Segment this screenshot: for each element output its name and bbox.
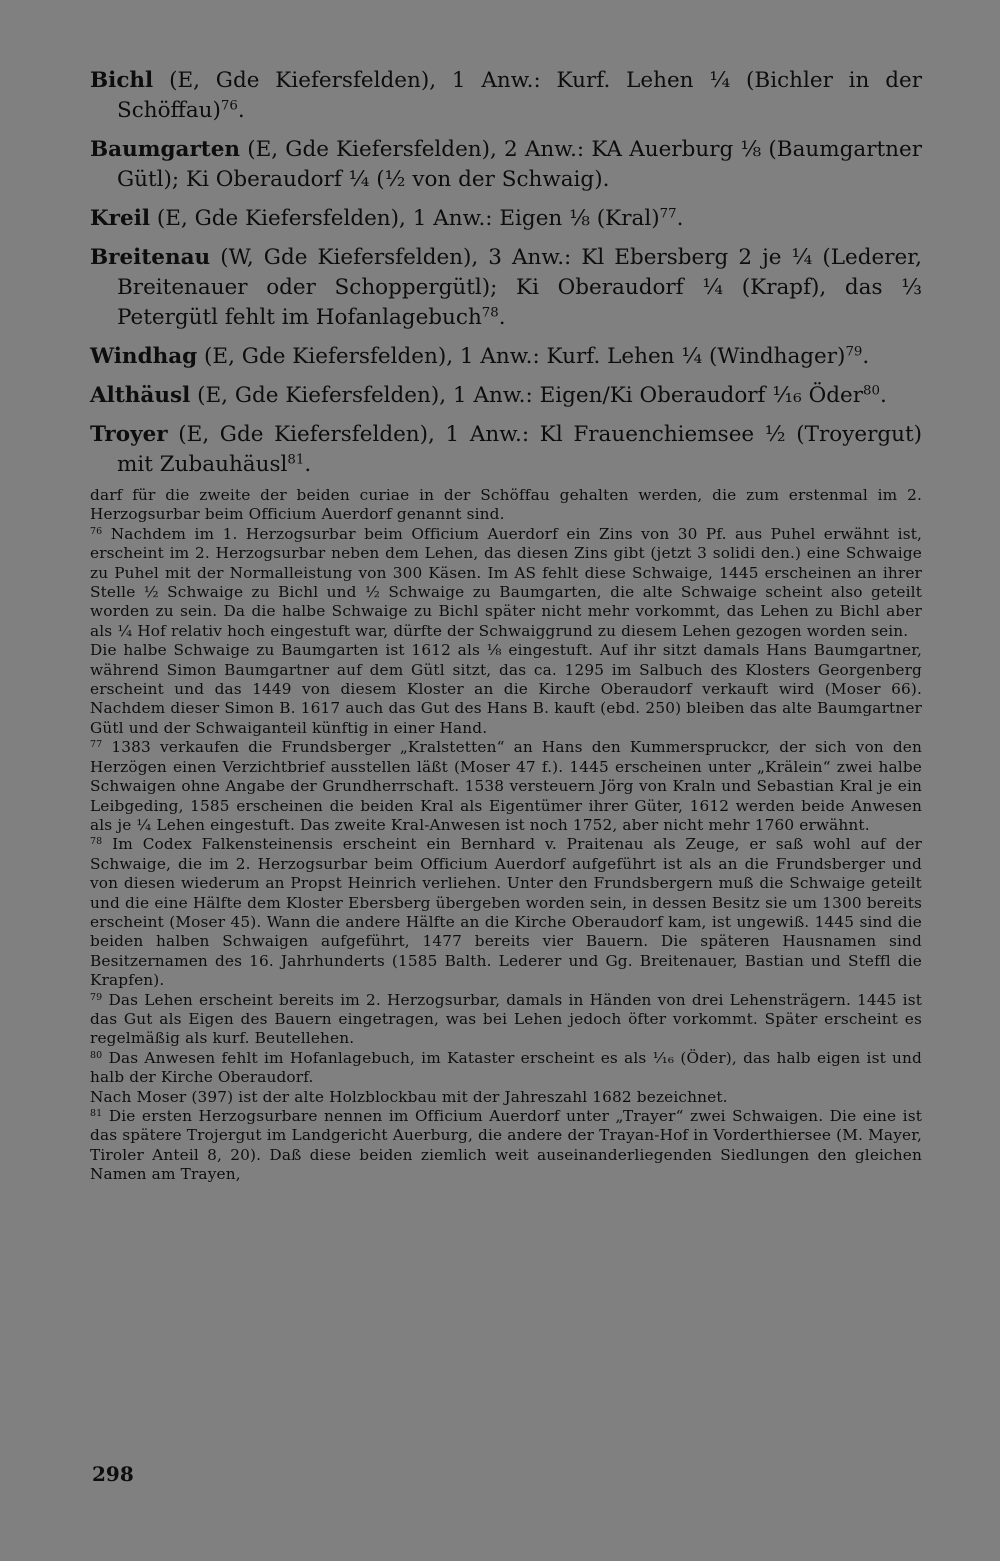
- entry-baumgarten: Baumgarten (E, Gde Kiefersfelden), 2 Anw.: KA Auerburg ⅛ (Baumgartner Gütl); Ki Oberaudorf ¼ (½ von der Schwaig).: [90, 137, 922, 192]
- entry-althaeusl: Althäusl (E, Gde Kiefersfelden), 1 Anw.: Eigen/Ki Oberaudorf ¹⁄₁₆ Öder$^{80}$.: [90, 383, 887, 408]
- footnote-77: $^{77}$ 1383 verkaufen die Frundsberger „Kralstetten“ an Hans den Kummerspruckcr, der sich von den Herzögen einen Verzichtbrief ausstellen läßt (Moser 47 f.). 1445 erscheinen unter „Krälein“ zwei halbe Schwaigen ohne Angabe der Grundherrschaft. 1538 versteuern Jörg von Kraln und Sebastian Kral je ein Leibgeding, 1585 erscheinen die beiden Kral als Eigentümer ihrer Güter, 1612 werden beide Anwesen als je ¼ Lehen eingestuft. Das zweite Kral-Anwesen ist noch 1752, aber nicht mehr 1760 erwähnt.: [90, 738, 922, 834]
- footnote-ref: 77: [659, 206, 677, 222]
- footnote-ref: 79: [845, 344, 863, 360]
- entry-troyer: Troyer (E, Gde Kiefersfelden), 1 Anw.: Kl Frauenchiemsee ½ (Troyergut) mit Zubauhäusl$^{81}$.: [90, 422, 922, 477]
- footnote-80: $^{80}$ Das Anwesen fehlt im Hofanlagebuch, im Kataster erscheint es als ¹⁄₁₆ (Öder), das halb eigen ist und halb der Kirche Oberaudorf.: [90, 1048, 922, 1087]
- footnote-number: 77: [90, 739, 103, 751]
- entry-kreil: Kreil (E, Gde Kiefersfelden), 1 Anw.: Eigen ⅛ (Kral)$^{77}$.: [90, 206, 684, 231]
- entry-bichl: Bichl (E, Gde Kiefersfelden), 1 Anw.: Kurf. Lehen ¼ (Bichler in der Schöffau)$^{76}$.: [90, 68, 922, 123]
- place-entries: [90, 66, 922, 489]
- entry-breitenau: Breitenau (W, Gde Kiefersfelden), 3 Anw.: Kl Ebersberg 2 je ¼ (Lederer, Breitenauer oder Schoppergütl); Ki Oberaudorf ¼ (Krapf), das ⅓ Petergütl fehlt im Hofanlagebuch$^{78}$.: [90, 245, 922, 330]
- footnote-79: $^{79}$ Das Lehen erscheint bereits im 2. Herzogsurbar, damals in Händen von drei Lehensträgern. 1445 ist das Gut als Eigen des Bauern eingetragen, was bei Lehen jedoch öfter vorkommt. Später erscheint es regelmäßig als kurf. Beutellehen.: [90, 990, 922, 1048]
- footnotes: [90, 486, 922, 1185]
- footnote-number: 81: [90, 1107, 103, 1119]
- footnote-ref: 78: [481, 305, 499, 321]
- footnote-76-continued: Die halbe Schwaige zu Baumgarten ist 1612 als ⅛ eingestuft. Auf ihr sitzt damals Hans Baumgartner, während Simon Baumgartner auf dem Gütl sitzt, das ca. 1295 im Salbuch des Klosters Georgenberg erscheint und das 1449 von diesem Kloster an die Kirche Oberaudorf verkauft wird (Moser 66). Nachdem dieser Simon B. 1617 auch das Gut des Hans B. kauft (ebd. 250) bleiben das alte Baumgartner Gütl und der Schwaiganteil künftig in einer Hand.: [90, 641, 922, 737]
- footnote-81: $^{81}$ Die ersten Herzogsurbare nennen im Officium Auerdorf unter „Trayer“ zwei Schwaigen. Die eine ist das spätere Trojergut im Landgericht Auerburg, die andere der Trayan-Hof in Vorderthiersee (M. Mayer, Tiroler Anteil 8, 20). Daß diese beiden ziemlich weit auseinanderliegenden Siedlungen den gleichen Namen am Trayen,: [90, 1107, 922, 1184]
- footnote-ref: 81: [287, 452, 305, 468]
- footnote-number: 78: [90, 836, 103, 848]
- footnote-ref: 76: [220, 98, 238, 114]
- footnote-78: $^{78}$ Im Codex Falkensteinensis erscheint ein Bernhard v. Praitenau als Zeuge, er saß wohl auf der Schwaige, die im 2. Herzogsurbar beim Officium Auerdorf aufgeführt ist als an die Frundsberger und von diesen wiederum an Propst Heinrich verliehen. Unter den Frundsbergern muß die Schwaige geteilt und die eine Hälfte dem Kloster Ebersberg übergeben worden sein, in dessen Besitz sie um 1300 bereits erscheint (Moser 45). Wann die andere Hälfte an die Kirche Oberaudorf kam, ist ungewiß. 1445 sind die beiden halben Schwaigen aufgeführt, 1477 bereits vier Bauern. Die späteren Hausnamen sind Besitzernamen des 16. Jahrhunderts (1585 Balth. Lederer und Gg. Breitenauer, Bastian und Steffl die Krapfen).: [90, 835, 922, 990]
- entry-windhag: Windhag (E, Gde Kiefersfelden), 1 Anw.: Kurf. Lehen ¼ (Windhager)$^{79}$.: [90, 344, 870, 369]
- footnote-ref: 80: [863, 383, 880, 399]
- footnote-number: 79: [90, 991, 103, 1003]
- footnote-number: 80: [90, 1049, 103, 1061]
- footnote-continuation: darf für die zweite der beiden curiae in der Schöffau gehalten werden, die zum erstenmal im 2. Herzogsurbar beim Officium Auerdorf genannt sind.: [90, 486, 922, 524]
- footnote-number: 76: [90, 525, 103, 537]
- footnote-80-continued: Nach Moser (397) ist der alte Holzblockbau mit der Jahreszahl 1682 bezeichnet.: [90, 1087, 728, 1106]
- footnote-76: $^{76}$ Nachdem im 1. Herzogsurbar beim Officium Auerdorf ein Zins von 30 Pf. aus Puhel erwähnt ist, erscheint im 2. Herzogsurbar neben dem Lehen, das diesen Zins gibt (jetzt 3 solidi den.) eine Schwaige zu Puhel mit der Normalleistung von 300 Käsen. Im AS fehlt diese Schwaige, 1445 erscheinen an ihrer Stelle ½ Schwaige zu Bichl und ½ Schwaige zu Baumgarten, die alte Schwaige scheint also geteilt worden zu sein. Da die halbe Schwaige zu Bichl später nicht mehr vorkommt, das Lehen zu Bichl aber als ¼ Hof relativ hoch eingestuft war, dürfte der Schwaiggrund zu diesem Lehen gezogen worden sein.: [90, 524, 923, 640]
- page-number: 298: [92, 1462, 134, 1486]
